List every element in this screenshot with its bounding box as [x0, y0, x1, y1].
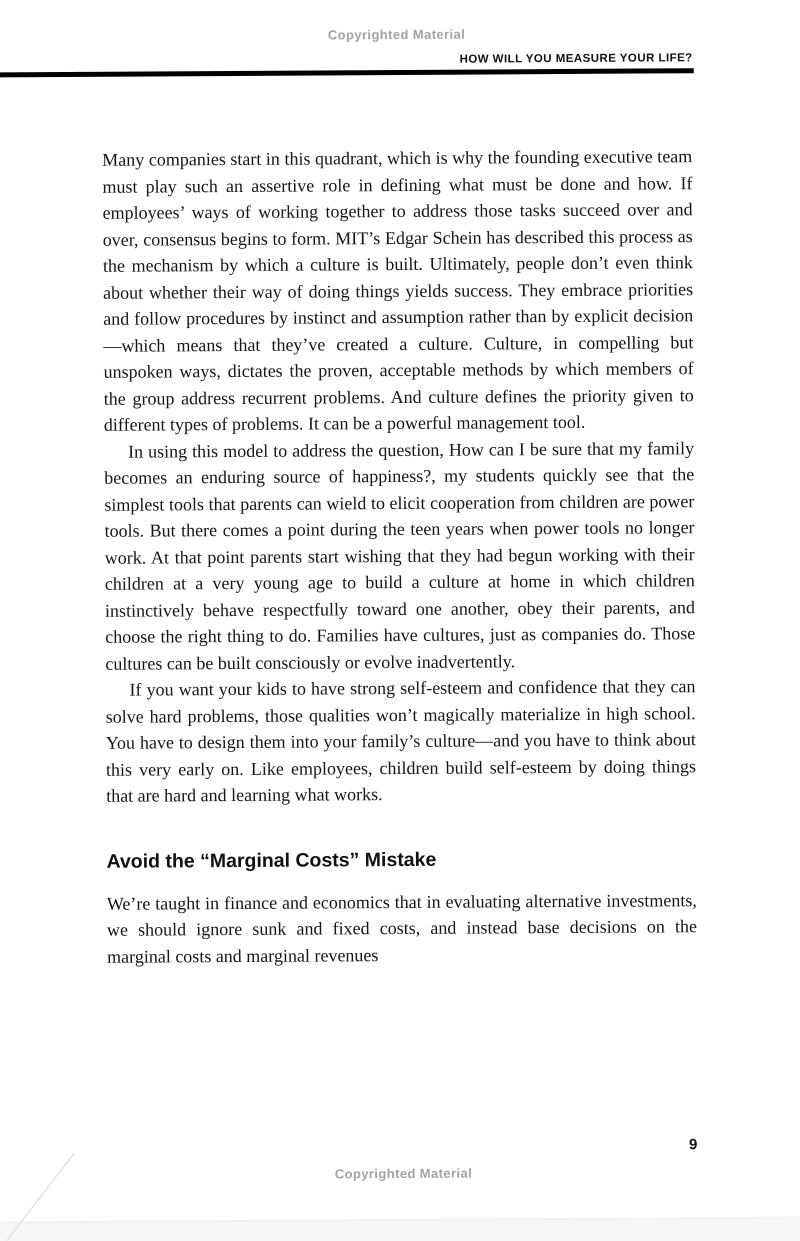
- copyright-notice-top: Copyrighted Material: [327, 26, 466, 43]
- running-header-title: HOW WILL YOU MEASURE YOUR LIFE?: [459, 52, 693, 66]
- page-edge-crease: [7, 1153, 75, 1241]
- copyright-notice-bottom: Copyrighted Material: [334, 1165, 473, 1182]
- section-heading: Avoid the “Marginal Costs” Mistake: [106, 848, 437, 873]
- body-paragraph-1: Many companies start in this quadrant, which is why the founding executive team must play such an assertive role in defining what must be done and how. If employees’ ways of working together to address those tasks succeed over and over, consensus begins to form. MIT’s Edgar Schein has described this process as the mechanism by which a culture is built. Ultimately, people don’t even think about whether their way of doing things yields success. They embrace priorities and follow procedures by instinct and assumption rather than by explicit decision—which means that they’ve created a culture. Culture, in compelling but unspoken ways, dictates the proven, acceptable methods by which members of the group address recurrent problems. And culture defines the priority given to different types of problems. It can be a powerful management tool.: [102, 146, 694, 435]
- body-paragraph-2: In using this model to address the question, How can I be sure that my family becomes an enduring source of happiness?, my students quickly see that the simplest tools that parents can wield to elicit cooperation from children are power tools. But there comes a point during the teen years when power tools no longer work. At that point parents start wishing that they had begun working with their children at a very young age to build a culture at home in which children instinctively behave respectfully toward one another, obey their parents, and choose the right thing to do. Families have cultures, just as companies do. Those cultures can be built consciously or evolve inadvertently.: [104, 437, 696, 674]
- header-rule: [0, 68, 694, 77]
- body-paragraph-3: If you want your kids to have strong self-esteem and confidence that they can solve hard problems, those qualities won’t magically materialize in high school. You have to design them into your family’s culture—and you have to think about this very early on. Like employees, children build self-esteem by doing things that are hard and learning what works.: [105, 676, 697, 806]
- section-paragraph-1: We’re taught in finance and economics that in evaluating alternative investments, we should ignore sunk and fixed costs, and instead base decisions on the marginal costs and marginal revenues: [106, 889, 698, 967]
- page-body: [102, 143, 697, 970]
- page-number: 9: [688, 1136, 698, 1154]
